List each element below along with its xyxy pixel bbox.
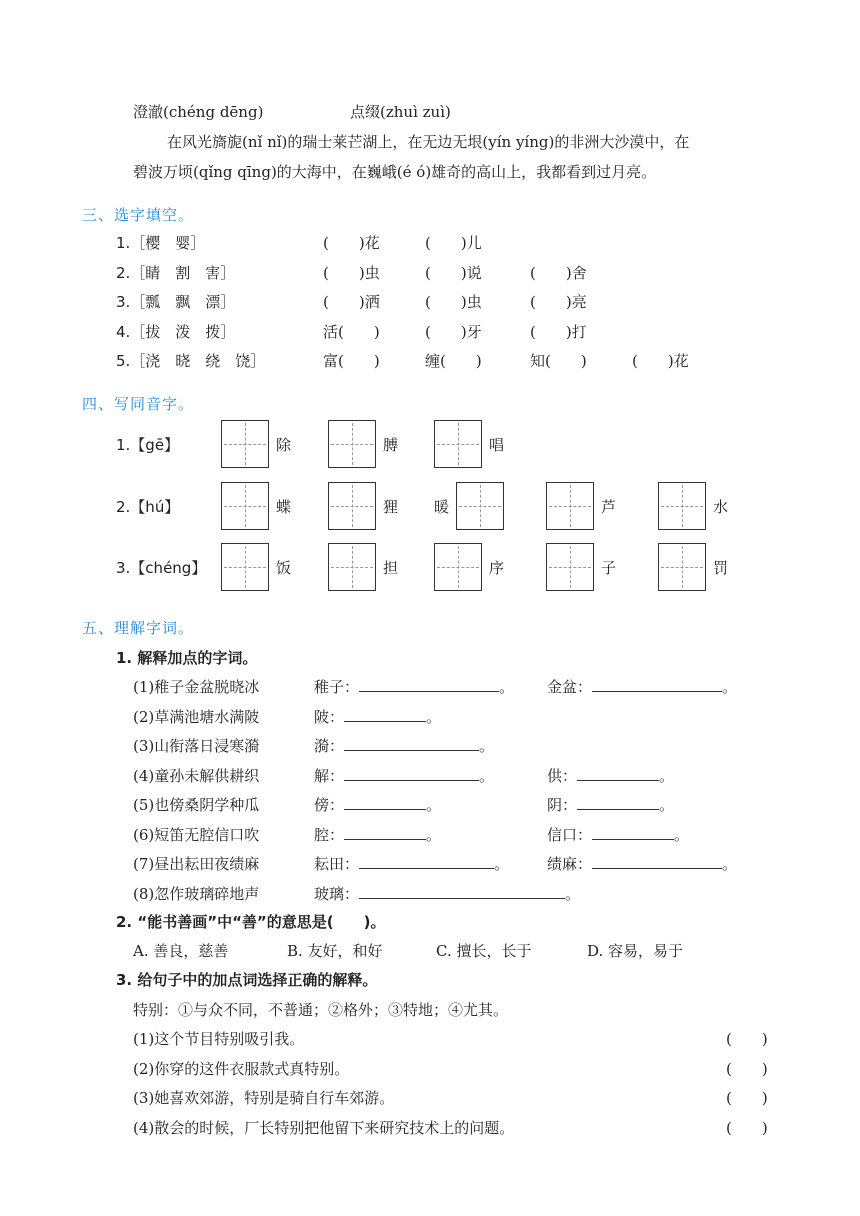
- option[interactable]: D. 容易，易于: [587, 942, 684, 960]
- homophone-label: 1.【gē】: [116, 436, 180, 454]
- poem-line: (1)稚子金盆脱晓冰: [133, 678, 260, 696]
- period: 。: [479, 766, 495, 785]
- answer-b: [547, 676, 737, 697]
- passage-line-2: 碧波万顷(qǐng qīng)的大海中，在巍峨(é ó)雄奇的高山上，我都看到过月亮。: [133, 163, 657, 181]
- word-char: 膊: [383, 436, 399, 454]
- poem-line: (4)童孙未解供耕织: [133, 766, 260, 785]
- word-char: 饭: [276, 559, 292, 577]
- word-char: 芦: [601, 498, 617, 516]
- choice-group: 2.［睛 割 害］: [116, 263, 236, 282]
- answer-blank[interactable]: [359, 677, 499, 692]
- fill-blank[interactable]: ( )亮: [530, 293, 587, 311]
- answer-paren[interactable]: ( ): [726, 1059, 768, 1078]
- answer-b: [547, 765, 674, 786]
- sentence: (1)这个节目特别吸引我。: [133, 1030, 305, 1048]
- answer-b: [547, 853, 737, 874]
- answer-b: [547, 794, 674, 815]
- poem-line: (2)草满池塘水满陂: [133, 707, 260, 726]
- writing-box[interactable]: [221, 543, 269, 591]
- answer-blank[interactable]: [592, 677, 722, 692]
- answer-label: 漪：: [314, 737, 345, 755]
- word-char: 罚: [713, 559, 729, 577]
- section-4-title: 四、写同音字。: [82, 395, 195, 413]
- answer-blank[interactable]: [359, 884, 565, 899]
- option[interactable]: B. 友好，和好: [287, 942, 383, 960]
- answer-b: [547, 824, 689, 845]
- fill-blank[interactable]: 知( ): [530, 352, 587, 370]
- answer-label: 耘田：: [314, 855, 360, 873]
- answer-a: [314, 824, 441, 845]
- writing-box[interactable]: [658, 543, 706, 591]
- word-char: 蝶: [276, 498, 292, 516]
- period: 。: [479, 737, 495, 755]
- fill-blank[interactable]: ( )花: [323, 234, 380, 252]
- period: 。: [722, 855, 738, 873]
- period: 。: [426, 796, 442, 814]
- word-char: 狸: [383, 498, 399, 516]
- fill-blank[interactable]: ( )儿: [425, 234, 482, 252]
- answer-a: [314, 676, 514, 697]
- answer-blank[interactable]: [344, 707, 426, 722]
- answer-blank[interactable]: [592, 854, 722, 869]
- answer-paren[interactable]: ( ): [726, 1030, 768, 1048]
- period: 。: [659, 766, 675, 785]
- fill-blank[interactable]: 活( ): [323, 322, 380, 341]
- answer-a: [314, 765, 494, 786]
- question-2: 2. “能书善画”中“善”的意思是( )。: [116, 913, 386, 931]
- homophone-label: 2.【hú】: [116, 498, 180, 516]
- answer-a: [314, 706, 441, 727]
- period: 。: [722, 678, 738, 696]
- answer-a: [314, 883, 580, 904]
- poem-line: (3)山衔落日浸寒漪: [133, 737, 260, 755]
- answer-a: [314, 853, 509, 874]
- period: 。: [494, 855, 510, 873]
- writing-box[interactable]: [456, 482, 504, 530]
- word-char: 子: [601, 559, 617, 577]
- answer-paren[interactable]: ( ): [726, 1118, 768, 1137]
- passage-line-1: 在风光旖旎(nǐ nǐ)的瑞士莱芒湖上，在无边无垠(yín yíng)的非洲大沙漠中，在: [167, 133, 690, 151]
- answer-label: 金盆：: [547, 678, 593, 696]
- homophone-label: 3.【chéng】: [116, 559, 207, 577]
- answer-paren[interactable]: ( ): [726, 1089, 768, 1107]
- answer-blank[interactable]: [344, 736, 479, 751]
- word-char: 除: [276, 436, 292, 454]
- answer-a: [314, 735, 494, 756]
- word-char: 唱: [489, 436, 505, 454]
- answer-label: 陂：: [314, 707, 345, 726]
- writing-box[interactable]: [546, 482, 594, 530]
- writing-box[interactable]: [546, 543, 594, 591]
- answer-label: 绩麻：: [547, 855, 593, 873]
- answer-label: 解：: [314, 766, 345, 785]
- choice-group: 1.［樱 婴］: [116, 234, 206, 252]
- fill-blank[interactable]: 缠( ): [425, 352, 482, 370]
- period: 。: [565, 884, 581, 903]
- answer-label: 玻璃：: [314, 884, 360, 903]
- option[interactable]: A. 善良，慈善: [133, 942, 229, 960]
- fill-blank[interactable]: ( )虫: [323, 263, 380, 282]
- answer-blank[interactable]: [344, 795, 426, 810]
- question-3-definition: 特别：①与众不同，不普通；②格外；③特地；④尤其。: [133, 1001, 509, 1019]
- sentence: (3)她喜欢郊游，特别是骑自行车郊游。: [133, 1089, 395, 1107]
- fill-blank[interactable]: ( )洒: [323, 293, 380, 311]
- word-char: 序: [489, 559, 505, 577]
- fill-blank[interactable]: ( )舍: [530, 263, 587, 282]
- question-3: 3. 给句子中的加点词选择正确的解释。: [116, 971, 378, 989]
- poem-line: (6)短笛无腔信口吹: [133, 825, 260, 844]
- answer-a: [314, 794, 441, 815]
- writing-box[interactable]: [658, 482, 706, 530]
- period: 。: [674, 825, 690, 844]
- answer-label: 腔：: [314, 825, 345, 844]
- writing-box[interactable]: [221, 420, 269, 468]
- answer-blank[interactable]: [577, 766, 659, 781]
- fill-blank[interactable]: ( )花: [632, 352, 689, 370]
- pinyin-item-1: 澄澈(chéng dēng): [133, 103, 264, 121]
- period: 。: [426, 707, 442, 726]
- answer-blank[interactable]: [359, 854, 494, 869]
- section-3-title: 三、选字填空。: [82, 206, 195, 224]
- writing-box[interactable]: [434, 420, 482, 468]
- answer-blank[interactable]: [344, 825, 426, 840]
- writing-box[interactable]: [328, 420, 376, 468]
- word-char: 担: [383, 559, 399, 577]
- word-char: 水: [713, 498, 729, 516]
- sentence: (4)散会的时候，厂长特别把他留下来研究技术上的问题。: [133, 1118, 515, 1137]
- fill-blank[interactable]: ( )说: [425, 263, 482, 282]
- choice-group: 5.［浇 晓 绕 饶］: [116, 352, 266, 370]
- fill-blank[interactable]: 富( ): [323, 352, 380, 370]
- poem-line: (5)也傍桑阴学种瓜: [133, 796, 260, 814]
- answer-blank[interactable]: [577, 795, 659, 810]
- answer-label: 供：: [547, 766, 578, 785]
- poem-line: (7)昼出耘田夜绩麻: [133, 855, 260, 873]
- answer-label: 信口：: [547, 825, 593, 844]
- pinyin-item-2: 点缀(zhuì zuì): [350, 103, 451, 121]
- question-1: 1. 解释加点的字词。: [116, 649, 258, 667]
- period: 。: [426, 825, 442, 844]
- writing-box[interactable]: [434, 543, 482, 591]
- writing-box[interactable]: [328, 543, 376, 591]
- answer-blank[interactable]: [344, 766, 479, 781]
- fill-blank[interactable]: ( )虫: [425, 293, 482, 311]
- fill-blank[interactable]: ( )牙: [425, 322, 482, 341]
- answer-label: 阴：: [547, 796, 578, 814]
- fill-blank[interactable]: ( )打: [530, 322, 587, 341]
- choice-group: 4.［拔 泼 拨］: [116, 322, 236, 341]
- poem-line: (8)忽作玻璃碎地声: [133, 884, 260, 903]
- writing-box[interactable]: [221, 482, 269, 530]
- writing-box[interactable]: [328, 482, 376, 530]
- answer-label: 傍：: [314, 796, 345, 814]
- sentence: (2)你穿的这件衣服款式真特别。: [133, 1059, 350, 1078]
- answer-blank[interactable]: [592, 825, 674, 840]
- section-5-title: 五、理解字词。: [82, 619, 195, 637]
- word-char: 暖: [434, 498, 450, 516]
- period: 。: [499, 678, 515, 696]
- choice-group: 3.［瓢 飘 漂］: [116, 293, 236, 311]
- period: 。: [659, 796, 675, 814]
- option[interactable]: C. 擅长，长于: [436, 942, 532, 960]
- answer-label: 稚子：: [314, 678, 360, 696]
